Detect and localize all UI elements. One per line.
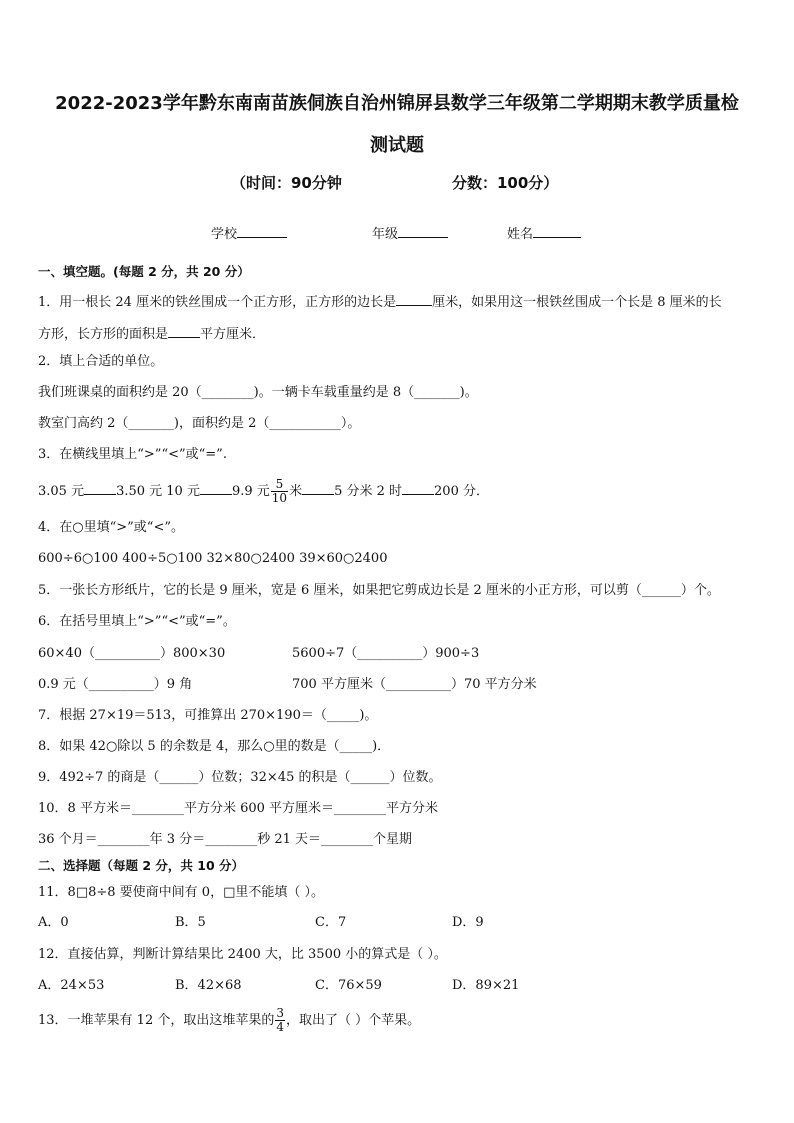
question-2a: 我们班课桌的面积约是 20（________)。一辆卡车载重量约是 8（_______)。	[38, 385, 478, 400]
q1-blank-1[interactable]	[396, 291, 432, 306]
question-11: 11．8□8÷8 要使商中间有 0，□里不能填（ ）。	[38, 885, 324, 900]
page-title-cont: 测试题	[370, 135, 424, 156]
question-3a: 3.05 元 3.50 元 10 元 9.9 元 $\frac{5}{10}$ 米 5 分米 2 时 200 分．	[38, 477, 489, 505]
option-c[interactable]: C．7	[315, 915, 347, 930]
question-6b-right: 700 平方厘米（__________）70 平方分米	[292, 677, 537, 692]
option-c[interactable]: C．76×59	[315, 978, 382, 993]
section-1-title: 一、填空题。(每题 2 分，共 20 分）	[38, 264, 250, 279]
exam-score: 分数：100分）	[452, 174, 559, 192]
question-8: 8．如果 42○除以 5 的余数是 4，那么○里的数是（_____)．	[38, 739, 391, 754]
section-2-title: 二、选择题（每题 2 分，共 10 分）	[38, 858, 245, 873]
question-2: 2．填上合适的单位。	[38, 354, 164, 369]
question-6b-left: 0.9 元（__________）9 角	[38, 677, 193, 692]
question-3: 3．在横线里填上“>”“<”或“=”.	[38, 447, 227, 462]
option-b[interactable]: B．42×68	[175, 978, 242, 993]
q1-blank-2[interactable]	[168, 323, 200, 338]
question-9: 9．492÷7 的商是（______）位数；32×45 的积是（______）位数。	[38, 770, 442, 785]
name-field[interactable]	[507, 223, 581, 242]
question-10b: 36 个月＝________年 3 分＝________秒 21 天＝________个星期	[38, 832, 413, 847]
q3-blank-4[interactable]	[402, 480, 434, 495]
question-2b: 教室门高约 2（_______)，面积约是 2（___________）。	[38, 416, 361, 431]
grade-label: 年级	[372, 227, 399, 242]
fraction-5-10: $\frac{5}{10}$	[271, 477, 288, 505]
name-label: 姓名	[507, 227, 534, 242]
question-6: 6．在括号里填上“>”“<”或“=”。	[38, 614, 236, 629]
question-4: 4．在○里填“>”或“<”。	[38, 520, 184, 535]
question-10a: 10．8 平方米＝________平方分米 600 平方厘米＝________平方分米	[38, 801, 439, 816]
option-a[interactable]: A．24×53	[38, 978, 105, 993]
option-d[interactable]: D．9	[452, 915, 484, 930]
school-label: 学校	[211, 227, 238, 242]
q3-blank-1[interactable]	[84, 480, 116, 495]
q3-blank-2[interactable]	[200, 480, 232, 495]
question-12: 12．直接估算，判断计算结果比 2400 大，比 3500 小的算式是（ ）。	[38, 947, 447, 962]
exam-time: （时间：90分钟	[231, 174, 342, 192]
fraction-3-4: $\frac{3}{4}$	[276, 1006, 284, 1034]
question-6a-right: 5600÷7（__________）900÷3	[292, 646, 480, 661]
option-d[interactable]: D．89×21	[452, 978, 520, 993]
question-1: 1．用一根长 24 厘米的铁丝围成一个正方形，正方形的边长是 厘米，如果用这一根铁丝围成一个长是 8 厘米的长	[38, 291, 722, 312]
question-4a: 600÷6○100 400÷5○100 32×80○2400 39×60○2400	[38, 551, 388, 566]
q3-blank-3[interactable]	[302, 480, 334, 495]
question-6a-left: 60×40（__________）800×30	[38, 646, 226, 661]
option-b[interactable]: B．5	[175, 915, 206, 930]
question-7: 7．根据 27×19＝513，可推算出 270×190＝（_____)。	[38, 708, 378, 723]
option-a[interactable]: A．0	[38, 915, 69, 930]
question-1-cont: 方形，长方形的面积是 平方厘米．	[38, 323, 265, 344]
school-field[interactable]	[211, 223, 287, 242]
page-title: 2022-2023学年黔东南南苗族侗族自治州锦屏县数学三年级第二学期期末教学质量检	[55, 93, 739, 114]
question-5: 5．一张长方形纸片，它的长是 9 厘米，宽是 6 厘米，如果把它剪成边长是 2 厘米的小正方形，可以剪（______）个。	[38, 583, 720, 598]
grade-field[interactable]	[372, 223, 448, 242]
question-13: 13．一堆苹果有 12 个，取出这堆苹果的 $\frac{3}{4}$ ，取出了（ ）个苹果。	[38, 1006, 421, 1034]
